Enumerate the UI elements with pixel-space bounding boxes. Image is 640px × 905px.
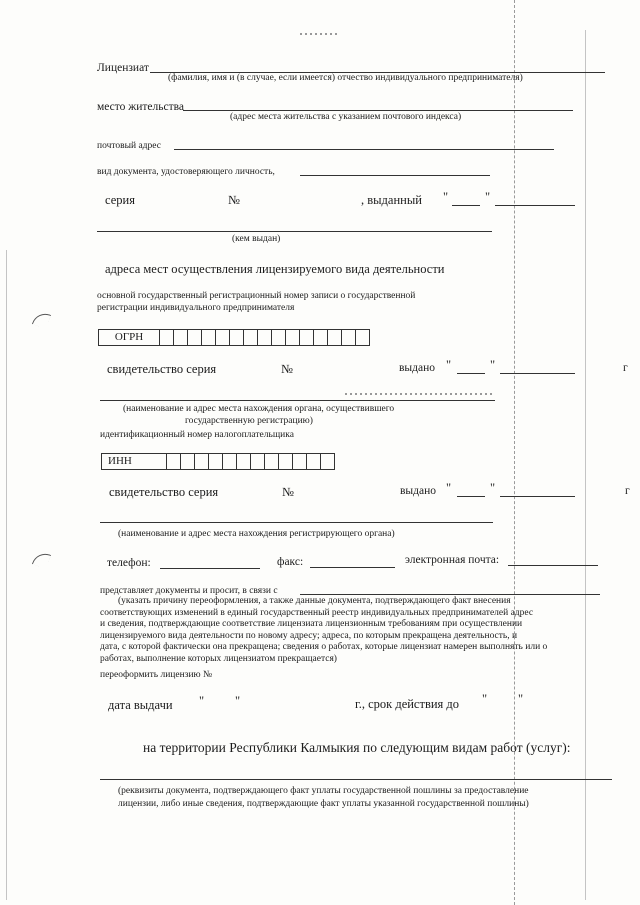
submits-label: представляет документы и просит, в связи с	[100, 586, 278, 596]
inn-digit-cell[interactable]	[195, 454, 209, 469]
inn-digit-cell[interactable]	[265, 454, 279, 469]
validity-label: г., срок действия до	[355, 697, 460, 711]
quote-open: "	[482, 692, 488, 706]
reason-line: работах, выполнение которых лицензиатом прекращается)	[100, 653, 337, 664]
ogrn-digit-cell[interactable]	[342, 330, 356, 345]
ogrn-digit-cell[interactable]	[160, 330, 174, 345]
scan-edge-line	[6, 250, 7, 900]
inn-certificate-number-sign: №	[282, 485, 294, 499]
ogrn-box-label: ОГРН	[99, 330, 160, 345]
reason-line: лицензируемого вида деятельности по новому адресу; адреса, по которым прекращена деятельность, и	[100, 630, 518, 641]
reg-body-field[interactable]	[100, 400, 495, 401]
inn-digit-cell[interactable]	[237, 454, 251, 469]
ogrn-digit-cell[interactable]	[258, 330, 272, 345]
residence-hint: (адрес места жительства с указанием почтового индекса)	[230, 112, 462, 122]
inn-certificate-issued-label: выдано	[400, 485, 437, 497]
scan-fold-line	[514, 0, 515, 905]
quote-open: "	[199, 694, 205, 708]
inn-input-grid[interactable]	[101, 453, 335, 470]
scan-speckle	[300, 33, 340, 35]
ogrn-digit-cell[interactable]	[174, 330, 188, 345]
reason-line: соответствующих изменений в единый государственный реестр индивидуальных предпринимателей адрес	[100, 607, 534, 618]
punch-hole-mark	[32, 550, 51, 569]
tax-body-field[interactable]	[100, 522, 493, 523]
ogrn-digit-cell[interactable]	[202, 330, 216, 345]
inn-certificate-month-field[interactable]	[500, 496, 575, 497]
ogrn-certificate-issued-label: выдано	[399, 362, 436, 374]
works-list-field[interactable]	[100, 779, 612, 780]
ogrn-digit-cell[interactable]	[328, 330, 342, 345]
inn-digit-cell[interactable]	[209, 454, 223, 469]
ogrn-certificate-series-label: свидетельство серия	[107, 362, 217, 376]
postal-label: почтовый адрес	[97, 141, 161, 151]
passport-number-sign: №	[228, 193, 240, 207]
inn-certificate-series-label: свидетельство серия	[109, 485, 219, 499]
reissue-label: переоформить лицензию №	[100, 670, 213, 680]
inn-digit-cell[interactable]	[293, 454, 307, 469]
tax-body-hint: (наименование и адрес места нахождения регистрирующего органа)	[118, 529, 395, 539]
passport-issue-month-field[interactable]	[495, 205, 575, 206]
ogrn-certificate-day-field[interactable]	[457, 373, 485, 374]
ogrn-digit-cell[interactable]	[230, 330, 244, 345]
territory-title: на территории Республики Калмыкия по следующим видам работ (услуг):	[143, 740, 571, 755]
fee-hint: лицензии, либо иные сведения, подтверждающие факт уплаты указанной государственной пошлины)	[118, 799, 529, 809]
quote-close: "	[485, 190, 491, 204]
ogrn-description: регистрации индивидуального предпринимателя	[97, 303, 295, 313]
reg-body-hint: (наименование и адрес места нахождения органа, осуществившего	[123, 404, 395, 414]
inn-certificate-day-field[interactable]	[457, 496, 485, 497]
fee-hint: (реквизиты документа, подтверждающего факт уплаты государственной пошлины за предоставление	[118, 786, 529, 796]
ogrn-digit-cell[interactable]	[244, 330, 258, 345]
reason-field[interactable]	[300, 594, 600, 595]
licensee-hint: (фамилия, имя и (в случае, если имеется) отчество индивидуального предпринимателя)	[168, 73, 523, 83]
issued-by-field[interactable]	[97, 231, 492, 232]
passport-issued-label: , выданный	[361, 193, 422, 207]
fax-field[interactable]	[310, 567, 395, 568]
quote-close: "	[490, 481, 496, 495]
residence-field[interactable]	[183, 110, 573, 111]
reason-paragraph	[100, 596, 604, 665]
ogrn-digit-cell[interactable]	[286, 330, 300, 345]
residence-label: место жительства	[97, 101, 184, 113]
punch-hole-mark	[32, 310, 51, 329]
scan-fold-line	[585, 30, 586, 900]
year-suffix: г	[625, 485, 630, 497]
quote-open: "	[443, 190, 449, 204]
ogrn-digit-cell[interactable]	[300, 330, 314, 345]
reason-line: и сведения, подтверждающие соответствие лицензиата лицензионным требованиям при осуществлении	[100, 619, 523, 629]
inn-digit-cell[interactable]	[307, 454, 321, 469]
scan-speckle	[345, 393, 495, 395]
fax-label: факс:	[277, 556, 304, 568]
inn-digit-cell[interactable]	[251, 454, 265, 469]
id-doc-label: вид документа, удостоверяющего личность,	[97, 167, 275, 177]
postal-field[interactable]	[174, 149, 554, 150]
passport-series-label: серия	[105, 193, 135, 207]
inn-digit-cell[interactable]	[279, 454, 293, 469]
ogrn-digit-cell[interactable]	[216, 330, 230, 345]
issue-date-label: дата выдачи	[108, 698, 173, 712]
quote-close: "	[235, 694, 241, 708]
inn-digit-cell[interactable]	[321, 454, 334, 469]
inn-digit-cell[interactable]	[167, 454, 181, 469]
id-doc-field[interactable]	[300, 175, 490, 176]
ogrn-description: основной государственный регистрационный номер записи о государственной	[97, 291, 416, 301]
inn-box-label: ИНН	[102, 454, 167, 469]
email-field[interactable]	[508, 565, 598, 566]
ogrn-input-grid[interactable]	[98, 329, 370, 346]
year-suffix: г	[623, 362, 628, 374]
ogrn-digit-cell[interactable]	[314, 330, 328, 345]
licensee-label: Лицензиат	[97, 62, 149, 74]
reg-body-hint: государственную регистрацию)	[185, 416, 313, 426]
quote-close: "	[518, 692, 524, 706]
phone-label: телефон:	[107, 557, 151, 569]
quote-open: "	[446, 481, 452, 495]
ogrn-certificate-number-sign: №	[281, 362, 293, 376]
issued-by-hint: (кем выдан)	[232, 234, 281, 244]
phone-field[interactable]	[160, 568, 260, 569]
reason-line: (указать причину переоформления, а также данные документа, подтверждающего факт внесения	[118, 596, 511, 606]
ogrn-digit-cell[interactable]	[356, 330, 369, 345]
quote-close: "	[490, 358, 496, 372]
ogrn-certificate-month-field[interactable]	[500, 373, 575, 374]
email-label: электронная почта:	[405, 554, 500, 566]
inn-digit-cell[interactable]	[223, 454, 237, 469]
activity-addresses-title: адреса мест осуществления лицензируемого вида деятельности	[105, 262, 445, 276]
inn-description: идентификационный номер налогоплательщика	[100, 430, 294, 440]
ogrn-digit-cell[interactable]	[188, 330, 202, 345]
reason-line: дата, с которой фактически она прекращена; сведения о работах, которые лицензиат намерен выполнять или о	[100, 642, 548, 652]
inn-digit-cell[interactable]	[181, 454, 195, 469]
passport-issue-day-field[interactable]	[452, 205, 480, 206]
quote-open: "	[446, 358, 452, 372]
ogrn-digit-cell[interactable]	[272, 330, 286, 345]
